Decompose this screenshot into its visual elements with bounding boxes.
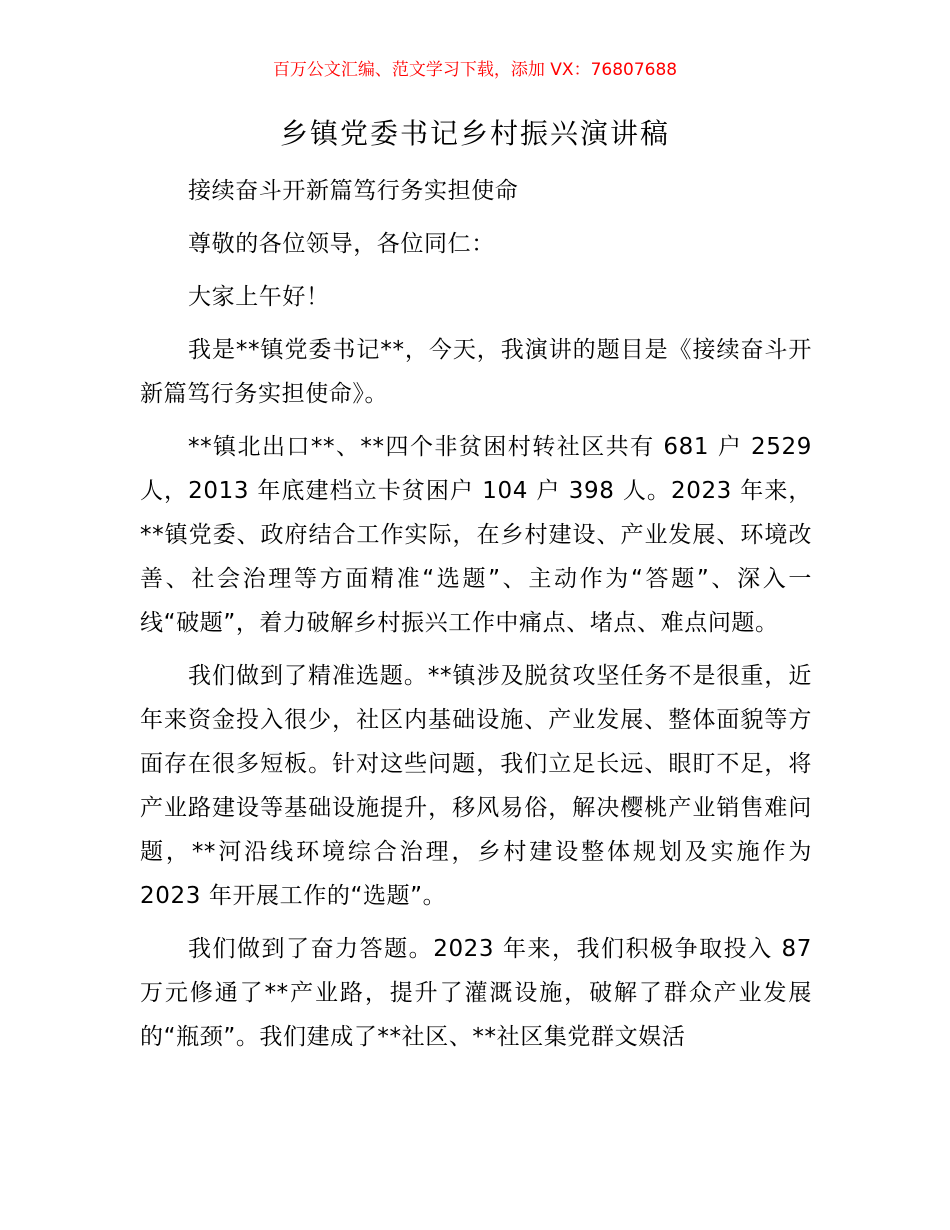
- document-subtitle: 接续奋斗开新篇笃行务实担使命: [188, 178, 519, 204]
- paragraph-answering: 我们做到了奋力答题。2023 年来，我们积极争取投入 87 万元修通了**产业路，提升了灌溉设施，破解了群众产业发展的“瓶颈”。我们建成了**社区、**社区集党群文娱活: [140, 936, 812, 1050]
- document-title: 乡镇党委书记乡村振兴演讲稿: [279, 117, 670, 150]
- paragraph-topic-selection: 我们做到了精准选题。**镇涉及脱贫攻坚任务不是很重，近年来资金投入很少，社区内基础设施、产业发展、整体面貌等方面存在很多短板。针对这些问题，我们立足长远、眼盯不足，将产业路建设等基础设施提升，移风易俗，解决樱桃产业销售难问题，**河沿线环境综合治理，乡村建设整体规划及实施作为 2023 年开展工作的“选题”。: [140, 663, 812, 909]
- paragraph-salutation: 大家上午好！: [188, 284, 330, 310]
- paragraph-background: **镇北出口**、**四个非贫困村转社区共有 681 户 2529 人，2013 年底建档立卡贫困户 104 户 398 人。2023 年来，**镇党委、政府结合工作实际，在乡村建设、产业发展、环境改善、社会治理等方面精准“选题”、主动作为“答题”、深入一线“破题”，着力破解乡村振兴工作中痛点、堵点、难点问题。: [140, 434, 812, 636]
- header-watermark-note: 百万公文汇编、范文学习下载，添加 VX：76807688: [272, 60, 678, 80]
- paragraph-introduction: 我是**镇党委书记**，今天，我演讲的题目是《接续奋斗开新篇笃行务实担使命》。: [140, 337, 812, 407]
- document-body: [140, 169, 812, 1068]
- paragraph-greeting: 尊敬的各位领导，各位同仁：: [188, 231, 495, 257]
